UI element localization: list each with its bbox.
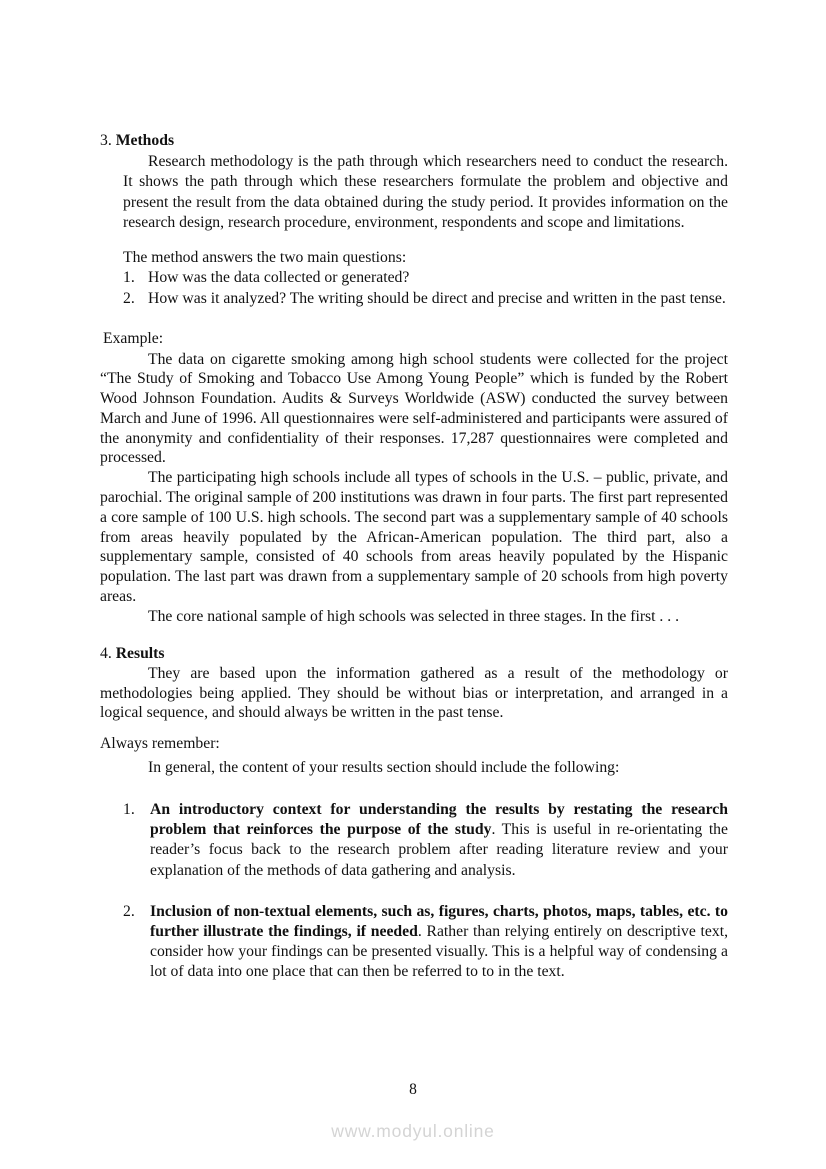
- methods-questions-list: [123, 268, 728, 309]
- results-intro-paragraph: They are based upon the information gathered as a result of the methodology or methodologies being applied. They should be without bias or interpretation, and arranged in a logical sequence, and should always be written in the past tense.: [100, 665, 728, 722]
- results-heading: [100, 644, 728, 665]
- example-paragraph-1: The data on cigarette smoking among high school students were collected for the project “The Study of Smoking and Tobacco Use Among Young People” which is funded by the Robert Wood Johnson Foundation. Audits & Surveys Worldwide (ASW) conducted the survey between March and June of 1996. All questionnaires were self-administered and participants were assured of the anonymity and confidentiality of their responses. 17,287 questionnaires were completed and processed.: [100, 350, 728, 467]
- question-item: [123, 268, 728, 289]
- page-footer: [0, 1080, 826, 1141]
- section-methods: [100, 131, 728, 627]
- results-item-rest-text: . Rather than relying entirely on descriptive text, consider how your findings can be presented visually. This is a helpful way of condensing a lot of data into one place that can then be referred to to in the text.: [150, 922, 728, 981]
- methods-intro-paragraph: Research methodology is the path through which researchers need to conduct the research. It shows the path through which these researchers formulate the problem and objective and present the result from the data obtained during the study period. It provides information on the research design, research procedure, environment, respondents and scope and limitations.: [123, 152, 728, 231]
- watermark-text: www.modyul.online: [331, 1120, 495, 1141]
- question-item-text: How was the data collected or generated?: [148, 269, 410, 286]
- example-paragraph-2: The participating high schools include all types of schools in the U.S. – public, private, and parochial. The original sample of 200 institutions was drawn in four parts. The first part represented a core sample of 100 U.S. high schools. The second part was a supplementary sample of 40 schools from areas heavily populated by the African-American population. The third part, also a supplementary sample, consisted of 40 schools from areas heavily populated by the Hispanic population. The last part was drawn from a supplementary sample of 20 schools from high poverty areas.: [100, 469, 728, 606]
- results-item-text: [150, 902, 728, 983]
- section-results: [100, 644, 728, 983]
- results-item-bold-text: Inclusion of non-textual elements, such as, figures, charts, photos, maps, tables, etc. to further illustrate the findings, if needed: [150, 902, 728, 940]
- document-content: [100, 131, 728, 983]
- question-item-text: How was it analyzed? The writing should be direct and precise and written in the past tense.: [148, 289, 726, 307]
- results-list-lead: In general, the content of your results section should include the following:: [148, 759, 620, 777]
- methods-heading-title: Methods: [115, 132, 175, 149]
- question-item: [123, 289, 728, 310]
- results-guideline-item: [123, 800, 728, 881]
- methods-heading: [100, 131, 728, 152]
- example-paragraph-3: The core national sample of high schools was selected in three stages. In the first . . .: [148, 607, 680, 625]
- results-item-bold-text: An introductory context for understanding the results by restating the research problem that reinforces the purpose of the study: [150, 800, 728, 839]
- always-remember-label: Always remember:: [100, 734, 220, 752]
- results-item-number: 2.: [123, 902, 135, 920]
- question-item-number: 2.: [123, 289, 135, 307]
- methods-heading-number: 3.: [100, 132, 112, 149]
- results-item-text: [150, 800, 728, 881]
- page-number: 8: [409, 1081, 417, 1098]
- results-heading-number: 4.: [100, 644, 112, 662]
- methods-questions-lead: The method answers the two main questions:: [123, 248, 407, 266]
- results-item-rest-text: . This is useful in re-orientating the reader’s focus back to the research problem after reading literature review and your explanation of the methods of data gathering and analysis.: [150, 821, 728, 879]
- question-item-number: 1.: [123, 269, 135, 286]
- results-heading-title: Results: [115, 644, 165, 662]
- results-guideline-item: [123, 902, 728, 983]
- example-label: Example:: [103, 330, 164, 347]
- results-guidelines-list: [123, 800, 728, 983]
- results-item-number: 1.: [123, 800, 135, 818]
